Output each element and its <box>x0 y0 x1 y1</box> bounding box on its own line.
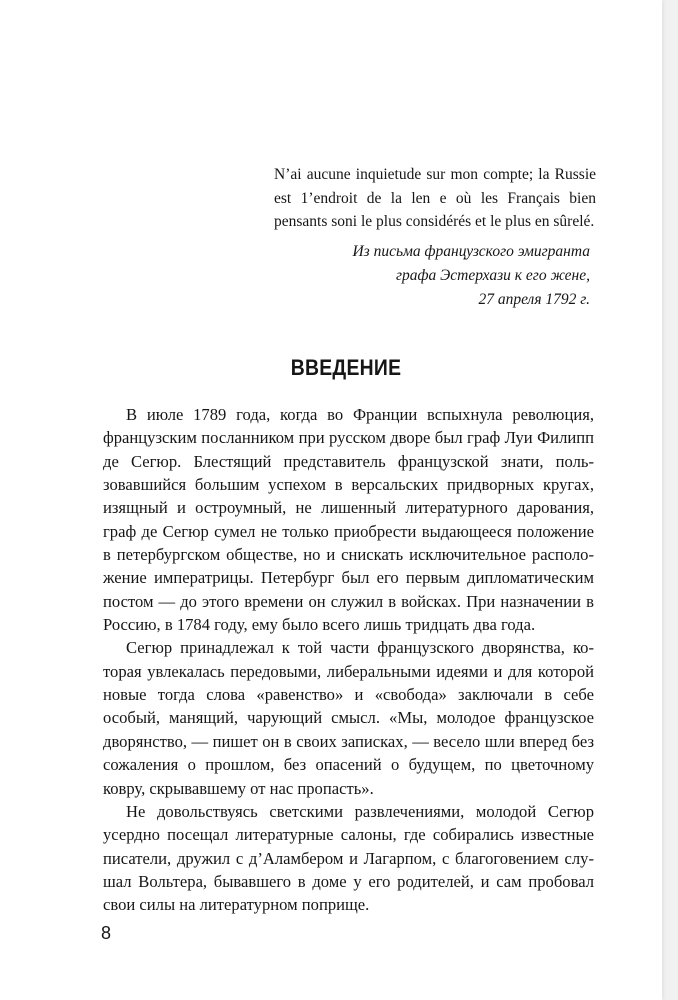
chapter-title: ВВЕДЕНИЕ <box>290 355 402 380</box>
epigraph <box>274 163 596 312</box>
page-number: 8 <box>101 923 112 943</box>
epigraph-attribution-line: графа Эстерхази к его жене, <box>395 266 590 284</box>
paragraph: Сегюр принадлежал к той части французского дворянства, которая увлекалась передовыми, либеральными идеями и для которой новые тогда слова «равенство» и «свобода» заключали в себе особый, манящий, чарующий смысл. «Мы, молодое французское дворянство, — пишет он в своих записках, — весело шли вперед без сожаления о прошлом, без опасений о будущем, по цветочному ковру, скрывавшему от нас пропасть». <box>103 638 594 798</box>
chapter-body <box>103 403 594 917</box>
epigraph-attribution <box>274 240 596 312</box>
epigraph-attribution-line: 27 апреля 1792 г. <box>478 290 590 308</box>
epigraph-quote: N’ai aucune inquietude sur mon compte; la Russie est 1’endroit de la len e où les Français bien pensants soni le plus considérés et le plus en sûrelé. <box>274 166 596 230</box>
paragraph: Не довольствуясь светскими развлечениями, молодой Сегюр усердно посещал литературные салоны, где собирались известные писатели, дружил с д’Аламбером и Лагарпом, с благоговением слушал Вольтера, бывавшего в доме у его родителей, и сам пробовал свои силы на литературном поприще. <box>103 801 594 915</box>
epigraph-attribution-line: Из письма французского эмигранта <box>352 242 590 260</box>
paragraph: В июле 1789 года, когда во Франции вспыхнула революция, французским посланником при русском дворе был граф Луи Филипп де Сегюр. Блестящий представитель французской знати, пользовавшийся большим успехом в версальских придворных кругах, изящный и остроумный, не лишенный литературного дарования, граф де Сегюр сумел не только приобрести выдающееся положение в петербургском обществе, но и снискать исключительное расположение императрицы. Петербург был его первым дипломатическим постом — до этого времени он служил в войсках. При назначении в Россию, в 1784 году, ему было всего лишь тридцать два года. <box>103 405 594 635</box>
